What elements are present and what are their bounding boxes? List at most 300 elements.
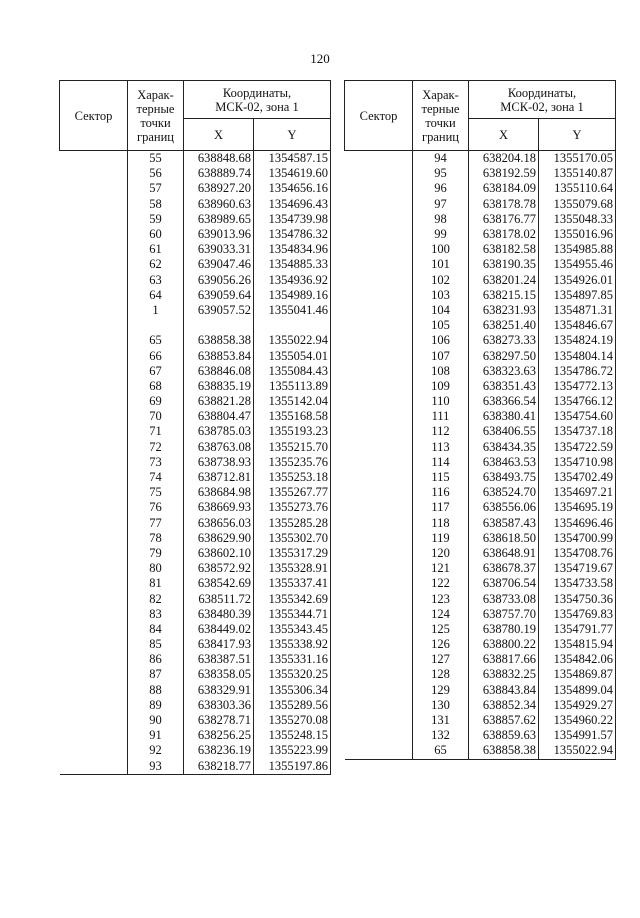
point-cell: 113 bbox=[413, 440, 469, 455]
point-cell: 130 bbox=[413, 698, 469, 713]
y-cell: 1354733.58 bbox=[539, 576, 616, 591]
x-cell: 638493.75 bbox=[469, 470, 539, 485]
y-cell: 1355317.29 bbox=[254, 546, 331, 561]
table-row bbox=[345, 181, 616, 196]
sector-cell bbox=[345, 667, 413, 682]
y-cell: 1355084.43 bbox=[254, 364, 331, 379]
point-cell bbox=[128, 318, 184, 333]
x-cell: 638989.65 bbox=[184, 212, 254, 227]
point-cell: 123 bbox=[413, 591, 469, 606]
point-cell: 63 bbox=[128, 273, 184, 288]
sector-cell bbox=[345, 257, 413, 272]
y-cell: 1354696.43 bbox=[254, 197, 331, 212]
sector-cell bbox=[60, 257, 128, 272]
table-row bbox=[345, 333, 616, 348]
x-cell: 639059.64 bbox=[184, 288, 254, 303]
point-cell: 1 bbox=[128, 303, 184, 318]
sector-cell bbox=[60, 409, 128, 424]
x-cell: 639013.96 bbox=[184, 227, 254, 242]
table-row bbox=[60, 303, 331, 318]
y-cell: 1355270.08 bbox=[254, 713, 331, 728]
y-cell: 1355320.25 bbox=[254, 667, 331, 682]
table-row bbox=[345, 622, 616, 637]
y-cell: 1355223.99 bbox=[254, 743, 331, 758]
point-cell: 116 bbox=[413, 485, 469, 500]
x-cell: 638602.10 bbox=[184, 546, 254, 561]
sector-cell bbox=[60, 698, 128, 713]
y-cell: 1354842.06 bbox=[539, 652, 616, 667]
y-cell: 1354991.57 bbox=[539, 728, 616, 743]
point-cell: 74 bbox=[128, 470, 184, 485]
sector-cell bbox=[60, 485, 128, 500]
x-cell: 638480.39 bbox=[184, 607, 254, 622]
y-cell: 1354791.77 bbox=[539, 622, 616, 637]
table-row bbox=[345, 652, 616, 667]
point-cell: 105 bbox=[413, 318, 469, 333]
table-row bbox=[60, 424, 331, 439]
point-cell: 61 bbox=[128, 242, 184, 257]
y-cell: 1355041.46 bbox=[254, 303, 331, 318]
x-cell: 638406.55 bbox=[469, 424, 539, 439]
y-cell: 1354846.67 bbox=[539, 318, 616, 333]
y-cell: 1354750.36 bbox=[539, 591, 616, 606]
table-row bbox=[60, 516, 331, 531]
sector-cell bbox=[345, 181, 413, 196]
table-row bbox=[345, 455, 616, 470]
table-row bbox=[60, 470, 331, 485]
y-cell: 1355140.87 bbox=[539, 166, 616, 181]
sector-cell bbox=[345, 273, 413, 288]
x-cell: 638858.38 bbox=[469, 743, 539, 759]
sector-cell bbox=[345, 485, 413, 500]
header-points: Харак- терные точки границ bbox=[413, 81, 469, 151]
sector-cell bbox=[345, 151, 413, 167]
sector-cell bbox=[345, 379, 413, 394]
table-body-right bbox=[345, 151, 616, 760]
y-cell: 1354869.87 bbox=[539, 667, 616, 682]
sector-cell bbox=[60, 318, 128, 333]
point-cell: 111 bbox=[413, 409, 469, 424]
x-cell: 638785.03 bbox=[184, 424, 254, 439]
x-cell: 638852.34 bbox=[469, 698, 539, 713]
table-row bbox=[345, 197, 616, 212]
y-cell: 1355337.41 bbox=[254, 576, 331, 591]
sector-cell bbox=[60, 379, 128, 394]
sector-cell bbox=[345, 227, 413, 242]
y-cell: 1354619.60 bbox=[254, 166, 331, 181]
sector-cell bbox=[60, 516, 128, 531]
table-row bbox=[60, 546, 331, 561]
table-row bbox=[345, 743, 616, 759]
sector-cell bbox=[345, 531, 413, 546]
sector-cell bbox=[60, 576, 128, 591]
sector-cell bbox=[60, 667, 128, 682]
table-row bbox=[345, 440, 616, 455]
y-cell: 1355110.64 bbox=[539, 181, 616, 196]
table-row bbox=[60, 622, 331, 637]
y-cell: 1354702.49 bbox=[539, 470, 616, 485]
y-cell: 1355142.04 bbox=[254, 394, 331, 409]
table-row bbox=[345, 394, 616, 409]
sector-cell bbox=[345, 197, 413, 212]
sector-cell bbox=[345, 713, 413, 728]
point-cell: 110 bbox=[413, 394, 469, 409]
x-cell: 638434.35 bbox=[469, 440, 539, 455]
y-cell: 1354754.60 bbox=[539, 409, 616, 424]
y-cell: 1354695.19 bbox=[539, 500, 616, 515]
y-cell: 1355193.23 bbox=[254, 424, 331, 439]
table-row bbox=[60, 348, 331, 363]
table-row bbox=[60, 181, 331, 196]
point-cell: 87 bbox=[128, 667, 184, 682]
table-row bbox=[60, 166, 331, 181]
point-cell: 86 bbox=[128, 652, 184, 667]
y-cell: 1355022.94 bbox=[539, 743, 616, 759]
coordinates-table-right bbox=[344, 80, 616, 760]
x-cell: 638215.15 bbox=[469, 288, 539, 303]
y-cell: 1355302.70 bbox=[254, 531, 331, 546]
x-cell: 638511.72 bbox=[184, 591, 254, 606]
sector-cell bbox=[60, 607, 128, 622]
point-cell: 127 bbox=[413, 652, 469, 667]
y-cell: 1355235.76 bbox=[254, 455, 331, 470]
x-cell: 638273.33 bbox=[469, 333, 539, 348]
sector-cell bbox=[345, 212, 413, 227]
x-cell: 638712.81 bbox=[184, 470, 254, 485]
header-y: Y bbox=[539, 119, 616, 151]
sector-cell bbox=[60, 227, 128, 242]
x-cell: 638648.91 bbox=[469, 546, 539, 561]
table-row bbox=[345, 516, 616, 531]
y-cell: 1355253.18 bbox=[254, 470, 331, 485]
point-cell: 82 bbox=[128, 591, 184, 606]
table-row bbox=[60, 333, 331, 348]
table-row bbox=[345, 591, 616, 606]
coordinates-table-left bbox=[59, 80, 331, 775]
y-cell: 1354786.32 bbox=[254, 227, 331, 242]
table-row bbox=[345, 318, 616, 333]
point-cell: 103 bbox=[413, 288, 469, 303]
table-row bbox=[60, 455, 331, 470]
x-cell: 638524.70 bbox=[469, 485, 539, 500]
sector-cell bbox=[345, 303, 413, 318]
table-row bbox=[345, 227, 616, 242]
table-row bbox=[60, 637, 331, 652]
x-cell: 638678.37 bbox=[469, 561, 539, 576]
point-cell: 70 bbox=[128, 409, 184, 424]
x-cell: 638738.93 bbox=[184, 455, 254, 470]
sector-cell bbox=[60, 652, 128, 667]
x-cell: 638587.43 bbox=[469, 516, 539, 531]
x-cell: 638278.71 bbox=[184, 713, 254, 728]
x-cell: 638387.51 bbox=[184, 652, 254, 667]
sector-cell bbox=[345, 637, 413, 652]
table-row bbox=[345, 303, 616, 318]
x-cell: 638556.06 bbox=[469, 500, 539, 515]
y-cell: 1354710.98 bbox=[539, 455, 616, 470]
y-cell bbox=[254, 318, 331, 333]
header-coordinates: Координаты, МСК-02, зона 1 bbox=[184, 81, 331, 119]
sector-cell bbox=[60, 197, 128, 212]
table-row bbox=[345, 288, 616, 303]
x-cell: 638178.78 bbox=[469, 197, 539, 212]
point-cell: 120 bbox=[413, 546, 469, 561]
x-cell: 638176.77 bbox=[469, 212, 539, 227]
table-row bbox=[345, 698, 616, 713]
point-cell: 128 bbox=[413, 667, 469, 682]
point-cell: 75 bbox=[128, 485, 184, 500]
sector-cell bbox=[345, 440, 413, 455]
table-row bbox=[60, 394, 331, 409]
point-cell: 80 bbox=[128, 561, 184, 576]
y-cell: 1355306.34 bbox=[254, 683, 331, 698]
point-cell: 106 bbox=[413, 333, 469, 348]
point-cell: 97 bbox=[413, 197, 469, 212]
sector-cell bbox=[60, 546, 128, 561]
table-row bbox=[60, 576, 331, 591]
table-body-left bbox=[60, 151, 331, 775]
x-cell: 638178.02 bbox=[469, 227, 539, 242]
y-cell: 1354871.31 bbox=[539, 303, 616, 318]
point-cell: 112 bbox=[413, 424, 469, 439]
x-cell: 638848.68 bbox=[184, 151, 254, 167]
table-row bbox=[60, 409, 331, 424]
sector-cell bbox=[345, 698, 413, 713]
point-cell: 89 bbox=[128, 698, 184, 713]
x-cell: 638351.43 bbox=[469, 379, 539, 394]
x-cell: 638572.92 bbox=[184, 561, 254, 576]
y-cell: 1355344.71 bbox=[254, 607, 331, 622]
table-row bbox=[60, 698, 331, 713]
header-sector: Сектор bbox=[345, 81, 413, 151]
x-cell: 639033.31 bbox=[184, 242, 254, 257]
table-row bbox=[345, 561, 616, 576]
table-row bbox=[60, 728, 331, 743]
table-row bbox=[60, 485, 331, 500]
point-cell: 115 bbox=[413, 470, 469, 485]
sector-cell bbox=[345, 546, 413, 561]
table-row bbox=[345, 273, 616, 288]
y-cell: 1355289.56 bbox=[254, 698, 331, 713]
y-cell: 1354824.19 bbox=[539, 333, 616, 348]
header-sector: Сектор bbox=[60, 81, 128, 151]
sector-cell bbox=[345, 455, 413, 470]
y-cell: 1355022.94 bbox=[254, 333, 331, 348]
point-cell: 90 bbox=[128, 713, 184, 728]
header-points: Харак- терные точки границ bbox=[128, 81, 184, 151]
header-y: Y bbox=[254, 119, 331, 151]
y-cell: 1355338.92 bbox=[254, 637, 331, 652]
y-cell: 1355342.69 bbox=[254, 591, 331, 606]
sector-cell bbox=[60, 212, 128, 227]
y-cell: 1354885.33 bbox=[254, 257, 331, 272]
table-row bbox=[60, 318, 331, 333]
sector-cell bbox=[345, 728, 413, 743]
table-row bbox=[60, 379, 331, 394]
point-cell: 62 bbox=[128, 257, 184, 272]
x-cell: 638846.08 bbox=[184, 364, 254, 379]
x-cell: 638463.53 bbox=[469, 455, 539, 470]
table-row bbox=[345, 546, 616, 561]
point-cell: 78 bbox=[128, 531, 184, 546]
point-cell: 72 bbox=[128, 440, 184, 455]
x-cell: 638817.66 bbox=[469, 652, 539, 667]
x-cell: 638889.74 bbox=[184, 166, 254, 181]
table-row bbox=[60, 257, 331, 272]
point-cell: 66 bbox=[128, 348, 184, 363]
y-cell: 1354897.85 bbox=[539, 288, 616, 303]
point-cell: 67 bbox=[128, 364, 184, 379]
y-cell: 1354769.83 bbox=[539, 607, 616, 622]
point-cell: 101 bbox=[413, 257, 469, 272]
sector-cell bbox=[60, 743, 128, 758]
x-cell: 638542.69 bbox=[184, 576, 254, 591]
table-row bbox=[60, 364, 331, 379]
y-cell: 1354697.21 bbox=[539, 485, 616, 500]
x-cell: 638804.47 bbox=[184, 409, 254, 424]
x-cell: 638323.63 bbox=[469, 364, 539, 379]
point-cell: 118 bbox=[413, 516, 469, 531]
table-row bbox=[60, 743, 331, 758]
x-cell: 639057.52 bbox=[184, 303, 254, 318]
y-cell: 1355079.68 bbox=[539, 197, 616, 212]
sector-cell bbox=[60, 713, 128, 728]
table-row bbox=[60, 273, 331, 288]
x-cell: 638733.08 bbox=[469, 591, 539, 606]
table-row bbox=[60, 667, 331, 682]
x-cell: 638859.63 bbox=[469, 728, 539, 743]
table-row bbox=[60, 713, 331, 728]
table-row bbox=[345, 607, 616, 622]
point-cell: 93 bbox=[128, 759, 184, 775]
point-cell: 60 bbox=[128, 227, 184, 242]
sector-cell bbox=[345, 743, 413, 759]
y-cell: 1354700.99 bbox=[539, 531, 616, 546]
x-cell: 638763.08 bbox=[184, 440, 254, 455]
sector-cell bbox=[60, 424, 128, 439]
table-row bbox=[345, 683, 616, 698]
point-cell: 58 bbox=[128, 197, 184, 212]
y-cell: 1355048.33 bbox=[539, 212, 616, 227]
x-cell: 638201.24 bbox=[469, 273, 539, 288]
sector-cell bbox=[60, 181, 128, 196]
point-cell: 98 bbox=[413, 212, 469, 227]
y-cell: 1354722.59 bbox=[539, 440, 616, 455]
x-cell: 639056.26 bbox=[184, 273, 254, 288]
point-cell: 55 bbox=[128, 151, 184, 167]
table-row bbox=[60, 591, 331, 606]
y-cell: 1354985.88 bbox=[539, 242, 616, 257]
y-cell: 1355343.45 bbox=[254, 622, 331, 637]
y-cell: 1355273.76 bbox=[254, 500, 331, 515]
y-cell: 1354656.16 bbox=[254, 181, 331, 196]
y-cell: 1355267.77 bbox=[254, 485, 331, 500]
table-row bbox=[345, 424, 616, 439]
sector-cell bbox=[60, 394, 128, 409]
y-cell: 1355197.86 bbox=[254, 759, 331, 775]
table-row bbox=[345, 348, 616, 363]
sector-cell bbox=[60, 348, 128, 363]
y-cell: 1354719.67 bbox=[539, 561, 616, 576]
point-cell: 102 bbox=[413, 273, 469, 288]
y-cell: 1355168.58 bbox=[254, 409, 331, 424]
sector-cell bbox=[345, 591, 413, 606]
sector-cell bbox=[60, 637, 128, 652]
x-cell: 638256.25 bbox=[184, 728, 254, 743]
table-row bbox=[60, 683, 331, 698]
x-cell: 638843.84 bbox=[469, 683, 539, 698]
x-cell: 638684.98 bbox=[184, 485, 254, 500]
x-cell: 638706.54 bbox=[469, 576, 539, 591]
x-cell: 638656.03 bbox=[184, 516, 254, 531]
table-row bbox=[345, 212, 616, 227]
y-cell: 1354739.98 bbox=[254, 212, 331, 227]
x-cell: 638629.90 bbox=[184, 531, 254, 546]
x-cell: 638218.77 bbox=[184, 759, 254, 775]
x-cell: 638757.70 bbox=[469, 607, 539, 622]
y-cell: 1354955.46 bbox=[539, 257, 616, 272]
sector-cell bbox=[345, 409, 413, 424]
x-cell: 638204.18 bbox=[469, 151, 539, 167]
x-cell: 638231.93 bbox=[469, 303, 539, 318]
x-cell: 638358.05 bbox=[184, 667, 254, 682]
point-cell: 131 bbox=[413, 713, 469, 728]
x-cell: 638366.54 bbox=[469, 394, 539, 409]
x-cell: 638192.59 bbox=[469, 166, 539, 181]
table-row bbox=[60, 151, 331, 167]
x-cell: 638380.41 bbox=[469, 409, 539, 424]
x-cell: 638190.35 bbox=[469, 257, 539, 272]
table-row bbox=[60, 242, 331, 257]
y-cell: 1355328.91 bbox=[254, 561, 331, 576]
y-cell: 1354737.18 bbox=[539, 424, 616, 439]
y-cell: 1354834.96 bbox=[254, 242, 331, 257]
point-cell: 132 bbox=[413, 728, 469, 743]
sector-cell bbox=[345, 364, 413, 379]
table-row bbox=[345, 531, 616, 546]
x-cell: 638832.25 bbox=[469, 667, 539, 682]
point-cell: 129 bbox=[413, 683, 469, 698]
y-cell: 1354936.92 bbox=[254, 273, 331, 288]
table-row bbox=[345, 576, 616, 591]
sector-cell bbox=[345, 652, 413, 667]
sector-cell bbox=[345, 683, 413, 698]
sector-cell bbox=[60, 333, 128, 348]
y-cell: 1354926.01 bbox=[539, 273, 616, 288]
point-cell: 71 bbox=[128, 424, 184, 439]
x-cell: 638960.63 bbox=[184, 197, 254, 212]
table-row bbox=[60, 561, 331, 576]
point-cell: 92 bbox=[128, 743, 184, 758]
x-cell: 638417.93 bbox=[184, 637, 254, 652]
point-cell: 69 bbox=[128, 394, 184, 409]
table-row bbox=[345, 364, 616, 379]
table-row bbox=[345, 728, 616, 743]
x-cell: 638853.84 bbox=[184, 348, 254, 363]
table-row bbox=[60, 227, 331, 242]
sector-cell bbox=[345, 288, 413, 303]
sector-cell bbox=[60, 470, 128, 485]
sector-cell bbox=[60, 561, 128, 576]
y-cell: 1354960.22 bbox=[539, 713, 616, 728]
y-cell: 1354766.12 bbox=[539, 394, 616, 409]
x-cell: 638858.38 bbox=[184, 333, 254, 348]
sector-cell bbox=[60, 364, 128, 379]
sector-cell bbox=[345, 470, 413, 485]
y-cell: 1354815.94 bbox=[539, 637, 616, 652]
point-cell: 125 bbox=[413, 622, 469, 637]
table-row bbox=[60, 607, 331, 622]
